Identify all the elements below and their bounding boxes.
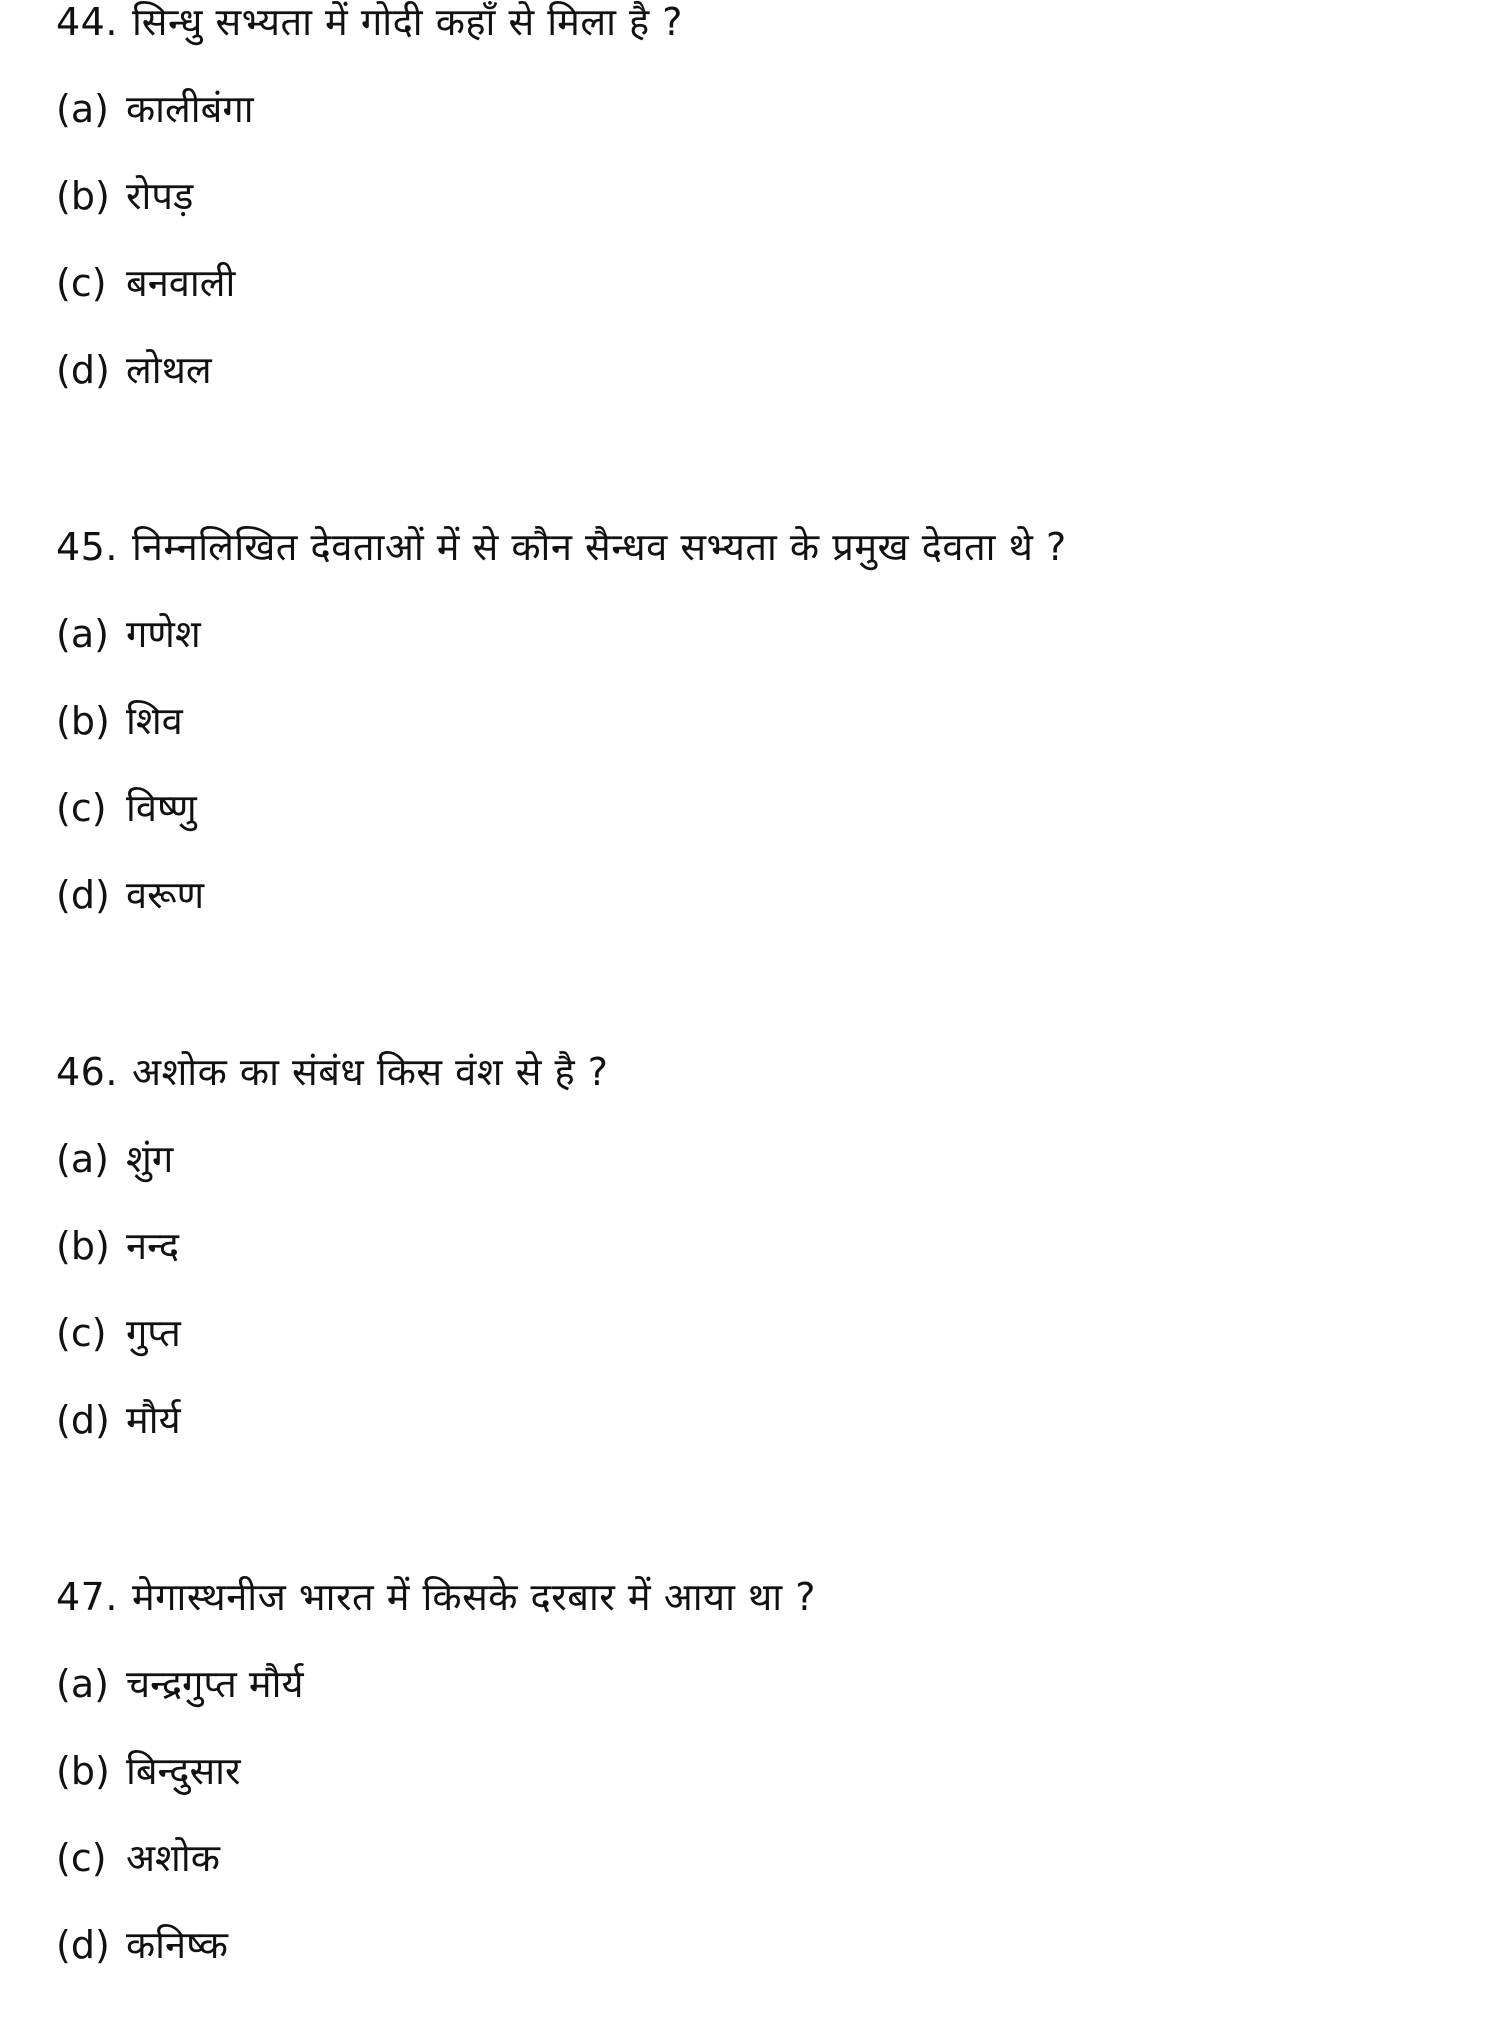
option-text: बिन्दुसार (126, 1749, 241, 1793)
question-line (56, 521, 1456, 573)
option-key: (c) (56, 1836, 107, 1880)
option-key: (c) (56, 261, 107, 305)
option-key: (b) (56, 174, 110, 218)
option-key: (a) (56, 87, 109, 131)
option-key: (d) (56, 348, 110, 392)
question-number: 46. (56, 1050, 118, 1094)
question-line (56, 0, 1456, 48)
option-text: कनिष्क (126, 1923, 228, 1967)
option-text: नन्द (126, 1224, 180, 1268)
option-d (56, 344, 1456, 396)
option-key: (c) (56, 1311, 107, 1355)
question-text: सिन्धु सभ्यता में गोदी कहाँ से मिला है ? (131, 0, 683, 44)
option-text: चन्द्रगुप्त मौर्य (126, 1662, 304, 1706)
option-key: (d) (56, 1398, 110, 1442)
option-d (56, 1394, 1456, 1446)
question-text: मेगास्थनीज भारत में किसके दरबार में आया था ? (131, 1575, 816, 1619)
option-c (56, 782, 1456, 834)
option-c (56, 257, 1456, 309)
question-46 (56, 1046, 1456, 1446)
option-text: शिव (126, 699, 183, 743)
question-47 (56, 1571, 1456, 1971)
option-a (56, 1658, 1456, 1710)
question-number: 47. (56, 1575, 118, 1619)
question-text: निम्नलिखित देवताओं में से कौन सैन्धव सभ्यता के प्रमुख देवता थे ? (131, 525, 1067, 569)
option-text: गुप्त (126, 1311, 181, 1355)
question-line (56, 1046, 1456, 1098)
option-text: शुंग (126, 1137, 174, 1181)
option-text: वरूण (126, 873, 205, 917)
option-key: (d) (56, 1923, 110, 1967)
question-number: 44. (56, 0, 118, 44)
option-list (56, 1658, 1456, 1971)
option-b (56, 170, 1456, 222)
option-d (56, 869, 1456, 921)
option-c (56, 1832, 1456, 1884)
option-list (56, 83, 1456, 396)
option-key: (a) (56, 1662, 109, 1706)
option-key: (d) (56, 873, 110, 917)
option-key: (b) (56, 1224, 110, 1268)
option-text: कालीबंगा (126, 87, 254, 131)
option-a (56, 83, 1456, 135)
option-key: (c) (56, 786, 107, 830)
option-text: विष्णु (126, 786, 197, 830)
option-key: (a) (56, 1137, 109, 1181)
option-key: (b) (56, 699, 110, 743)
option-list (56, 1133, 1456, 1446)
option-key: (a) (56, 612, 109, 656)
option-text: रोपड़ (126, 174, 194, 218)
option-c (56, 1307, 1456, 1359)
option-text: लोथल (126, 348, 212, 392)
question-44 (56, 0, 1456, 396)
option-text: बनवाली (126, 261, 236, 305)
question-text: अशोक का संबंध किस वंश से है ? (131, 1050, 609, 1094)
option-key: (b) (56, 1749, 110, 1793)
option-b (56, 1745, 1456, 1797)
option-b (56, 1220, 1456, 1272)
option-a (56, 608, 1456, 660)
option-b (56, 695, 1456, 747)
question-line (56, 1571, 1456, 1623)
option-text: मौर्य (126, 1398, 181, 1442)
option-text: अशोक (126, 1836, 220, 1880)
question-number: 45. (56, 525, 118, 569)
option-d (56, 1919, 1456, 1971)
option-a (56, 1133, 1456, 1185)
option-text: गणेश (126, 612, 201, 656)
question-45 (56, 521, 1456, 921)
option-list (56, 608, 1456, 921)
